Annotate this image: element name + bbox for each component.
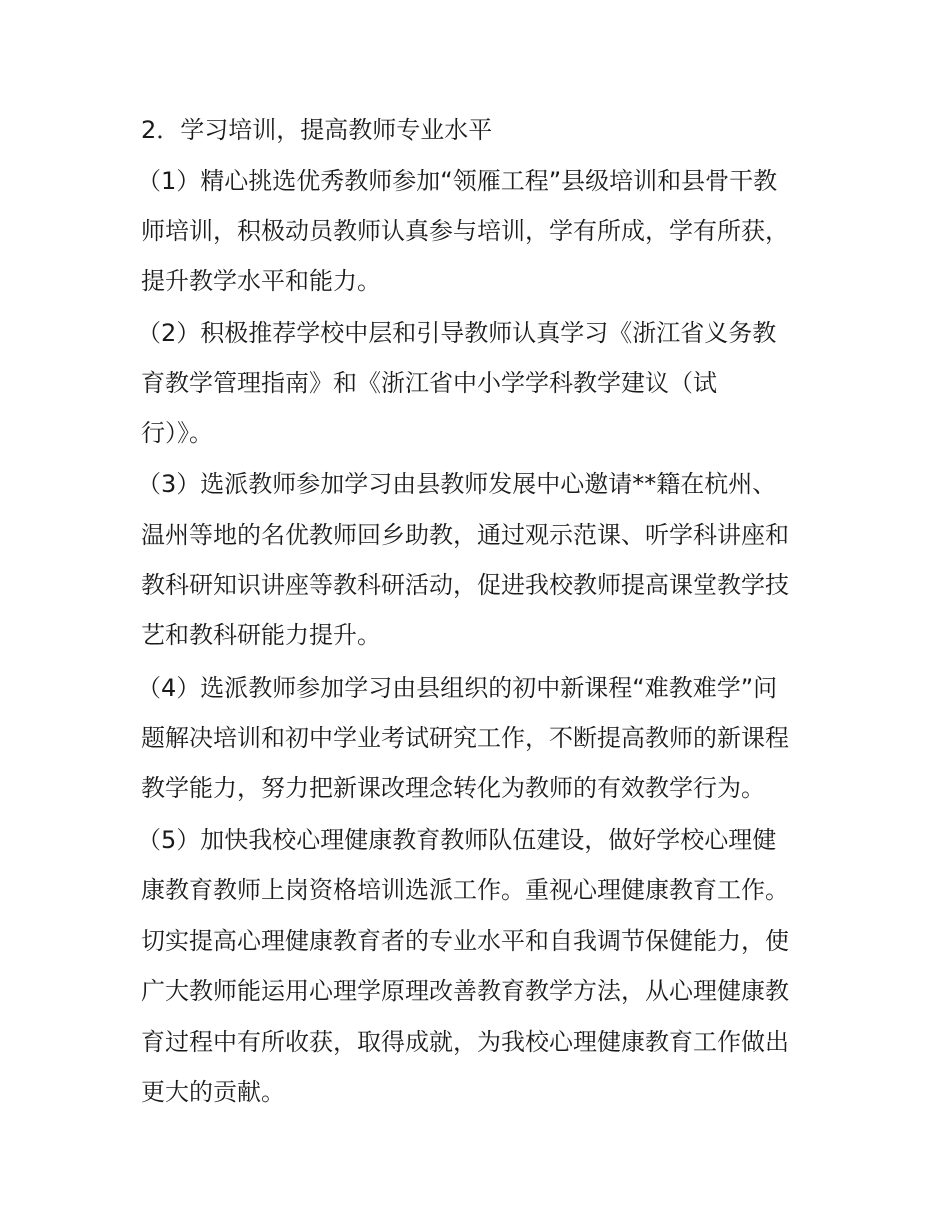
text-line: （4）选派教师参加学习由县组织的初中新课程“难教难学”问 — [137, 674, 778, 702]
text-line: 行）》。 — [141, 419, 213, 447]
text-line: 育过程中有所收获，取得成就，为我校心理健康教育工作做出 — [141, 1028, 789, 1056]
text-line: 广大教师能运用心理学原理改善教育教学方法，从心理健康教 — [141, 977, 789, 1005]
text-line: （5）加快我校心理健康教育教师队伍建设，做好学校心理健 — [137, 826, 777, 854]
text-line: 题解决培训和初中学业考试研究工作，不断提高教师的新课程 — [141, 724, 789, 752]
section-heading: 2．学习培训，提高教师专业水平 — [141, 116, 493, 144]
text-line: 教科研知识讲座等教科研活动，促进我校教师提高课堂教学技 — [141, 571, 789, 599]
text-line: （1）精心挑选优秀教师参加“领雁工程”县级培训和县骨干教 — [137, 167, 778, 195]
text-line: 教学能力，努力把新课改理念转化为教师的有效教学行为。 — [141, 774, 765, 802]
text-line: 提升教学水平和能力。 — [141, 267, 381, 295]
text-line: 师培训，积极动员教师认真参与培训，学有所成，学有所获， — [141, 217, 789, 245]
text-line: 更大的贡献。 — [141, 1078, 285, 1106]
text-line: 育教学管理指南》和《浙江省中小学学科教学建议（试 — [141, 369, 717, 397]
text-line: （3）选派教师参加学习由县教师发展中心邀请**籍在杭州、 — [137, 470, 777, 498]
text-line: （2）积极推荐学校中层和引导教师认真学习《浙江省义务教 — [137, 319, 777, 347]
text-line: 切实提高心理健康教育者的专业水平和自我调节保健能力，使 — [141, 927, 789, 955]
text-line: 艺和教科研能力提升。 — [141, 621, 381, 649]
text-line: 温州等地的名优教师回乡助教，通过观示范课、听学科讲座和 — [141, 521, 789, 549]
text-line: 康教育教师上岗资格培训选派工作。重视心理健康教育工作。 — [141, 876, 789, 904]
